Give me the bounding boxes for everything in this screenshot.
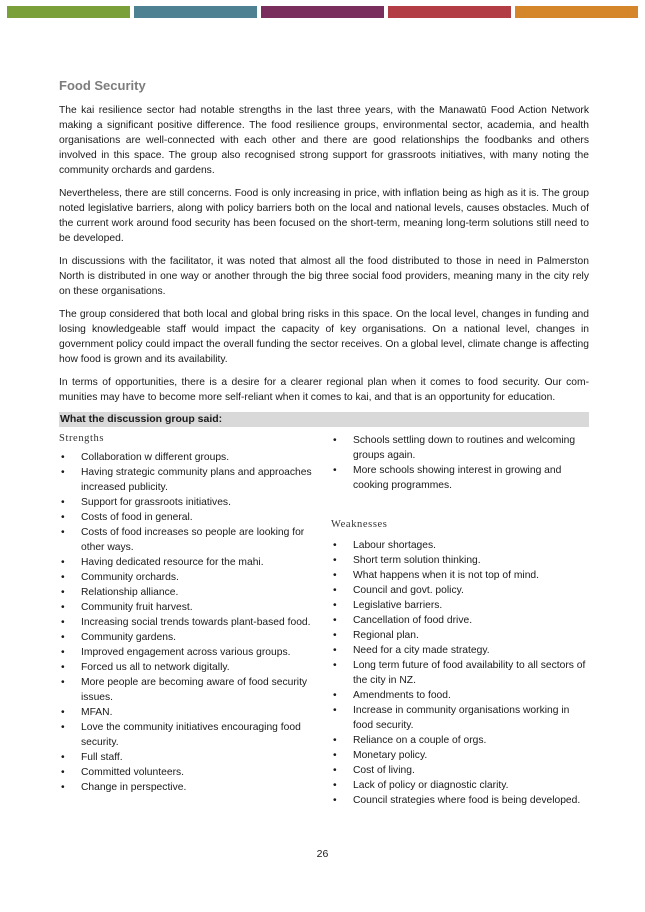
list-item: • Labour shortages. — [331, 538, 589, 553]
list-item: • Love the community initiatives encouraging food security. — [59, 720, 317, 750]
paragraph: In terms of opportunities, there is a desire for a clearer regional plan when it comes to food security. Our communities may have to become more self-reliant when it comes to kai, and that is an opportunity for education. — [59, 377, 589, 403]
strengths-continued-list — [331, 433, 589, 493]
list-item: • Change in perspective. — [59, 780, 317, 795]
list-item: • Full staff. — [59, 750, 317, 765]
list-item: • Short term solution thinking. — [331, 553, 589, 568]
list-item: • Improved engagement across various groups. — [59, 645, 317, 660]
main-content — [59, 78, 589, 413]
list-item: • Legislative barriers. — [331, 598, 589, 613]
list-item: • Council strategies where food is being developed. — [331, 793, 589, 808]
strengths-title: Strengths — [59, 433, 105, 444]
list-item: • Costs of food increases so people are looking for other ways. — [59, 525, 317, 555]
list-item: • Costs of food in general. — [59, 510, 317, 525]
paragraph: Nevertheless, there are still concerns. Food is only increasing in price, with inflation being as high as it is. The group noted legislative barriers, along with policy barriers both on the local and national levels, causes obstacles. Much of the current work around food security has been focused on the short-term, meaning long-term solutions still need to be developed. — [59, 188, 589, 244]
list-item: • Having dedicated resource for the mahi. — [59, 555, 317, 570]
strengths-list — [59, 450, 317, 795]
list-item: • More people are becoming aware of food security issues. — [59, 675, 317, 705]
header-bar-1 — [7, 6, 130, 18]
list-item: • Amendments to food. — [331, 688, 589, 703]
header-bar-2 — [134, 6, 257, 18]
weaknesses-list — [331, 538, 589, 808]
list-item: • What happens when it is not top of mind. — [331, 568, 589, 583]
section-title: Food Security — [59, 78, 146, 93]
list-item: • Having strategic community plans and approaches increased publicity. — [59, 465, 317, 495]
list-item: • Lack of policy or diagnostic clarity. — [331, 778, 589, 793]
list-item: • Need for a city made strategy. — [331, 643, 589, 658]
list-item: • Regional plan. — [331, 628, 589, 643]
list-item: • Community orchards. — [59, 570, 317, 585]
list-item: • Cost of living. — [331, 763, 589, 778]
list-item: • Cancellation of food drive. — [331, 613, 589, 628]
list-item: • Support for grassroots initiatives. — [59, 495, 317, 510]
list-item: • Council and govt. policy. — [331, 583, 589, 598]
list-item: • Reliance on a couple of orgs. — [331, 733, 589, 748]
list-item: • Relationship alliance. — [59, 585, 317, 600]
header-bar-3 — [261, 6, 384, 18]
list-item: • Community gardens. — [59, 630, 317, 645]
paragraph: In discussions with the facilitator, it was noted that almost all the food distributed to those in need in Palmerston North is distributed in one way or another through the big three social food providers, meaning many in the city rely on these organisations. — [59, 256, 589, 297]
list-item: • More schools showing interest in growing and cooking programmes. — [331, 463, 589, 493]
list-item: • Long term future of food availability to all sectors of the city in NZ. — [331, 658, 589, 688]
header-color-bars — [7, 6, 638, 18]
list-item: • MFAN. — [59, 705, 317, 720]
header-bar-5 — [515, 6, 638, 18]
list-item: • Schools settling down to routines and welcoming groups again. — [331, 433, 589, 463]
right-column — [331, 433, 589, 808]
list-item: • Monetary policy. — [331, 748, 589, 763]
paragraph: The kai resilience sector had notable strengths in the last three years, with the Manawatū Food Action Network making a significant positive difference. The food resilience groups, environmental sector, academia, and health organisations are well-connected with each other and there are good relationships the foodbanks and others involved in this space. The group also recognised strong support for grassroots initiatives, with many noting the community orchards and gardens. — [59, 105, 589, 176]
strengths-column — [59, 433, 317, 795]
discussion-heading: What the discussion group said: — [59, 412, 589, 427]
weaknesses-title: Weaknesses — [331, 519, 388, 530]
page-number: 26 — [316, 848, 329, 860]
header-bar-4 — [388, 6, 511, 18]
list-item: • Community fruit harvest. — [59, 600, 317, 615]
list-item: • Committed volunteers. — [59, 765, 317, 780]
list-item: • Increasing social trends towards plant-based food. — [59, 615, 317, 630]
paragraph: The group considered that both local and global bring risks in this space. On the local level, changes in funding and losing knowledgeable staff would impact the capacity of key organisations. On a national level, changes in government policy could impact the overall funding the sector receives. On a global level, climate change is affecting how food is grown and its availability. — [59, 309, 589, 365]
list-item: • Forced us all to network digitally. — [59, 660, 317, 675]
list-item: • Collaboration w different groups. — [59, 450, 317, 465]
list-item: • Increase in community organisations working in food security. — [331, 703, 589, 733]
